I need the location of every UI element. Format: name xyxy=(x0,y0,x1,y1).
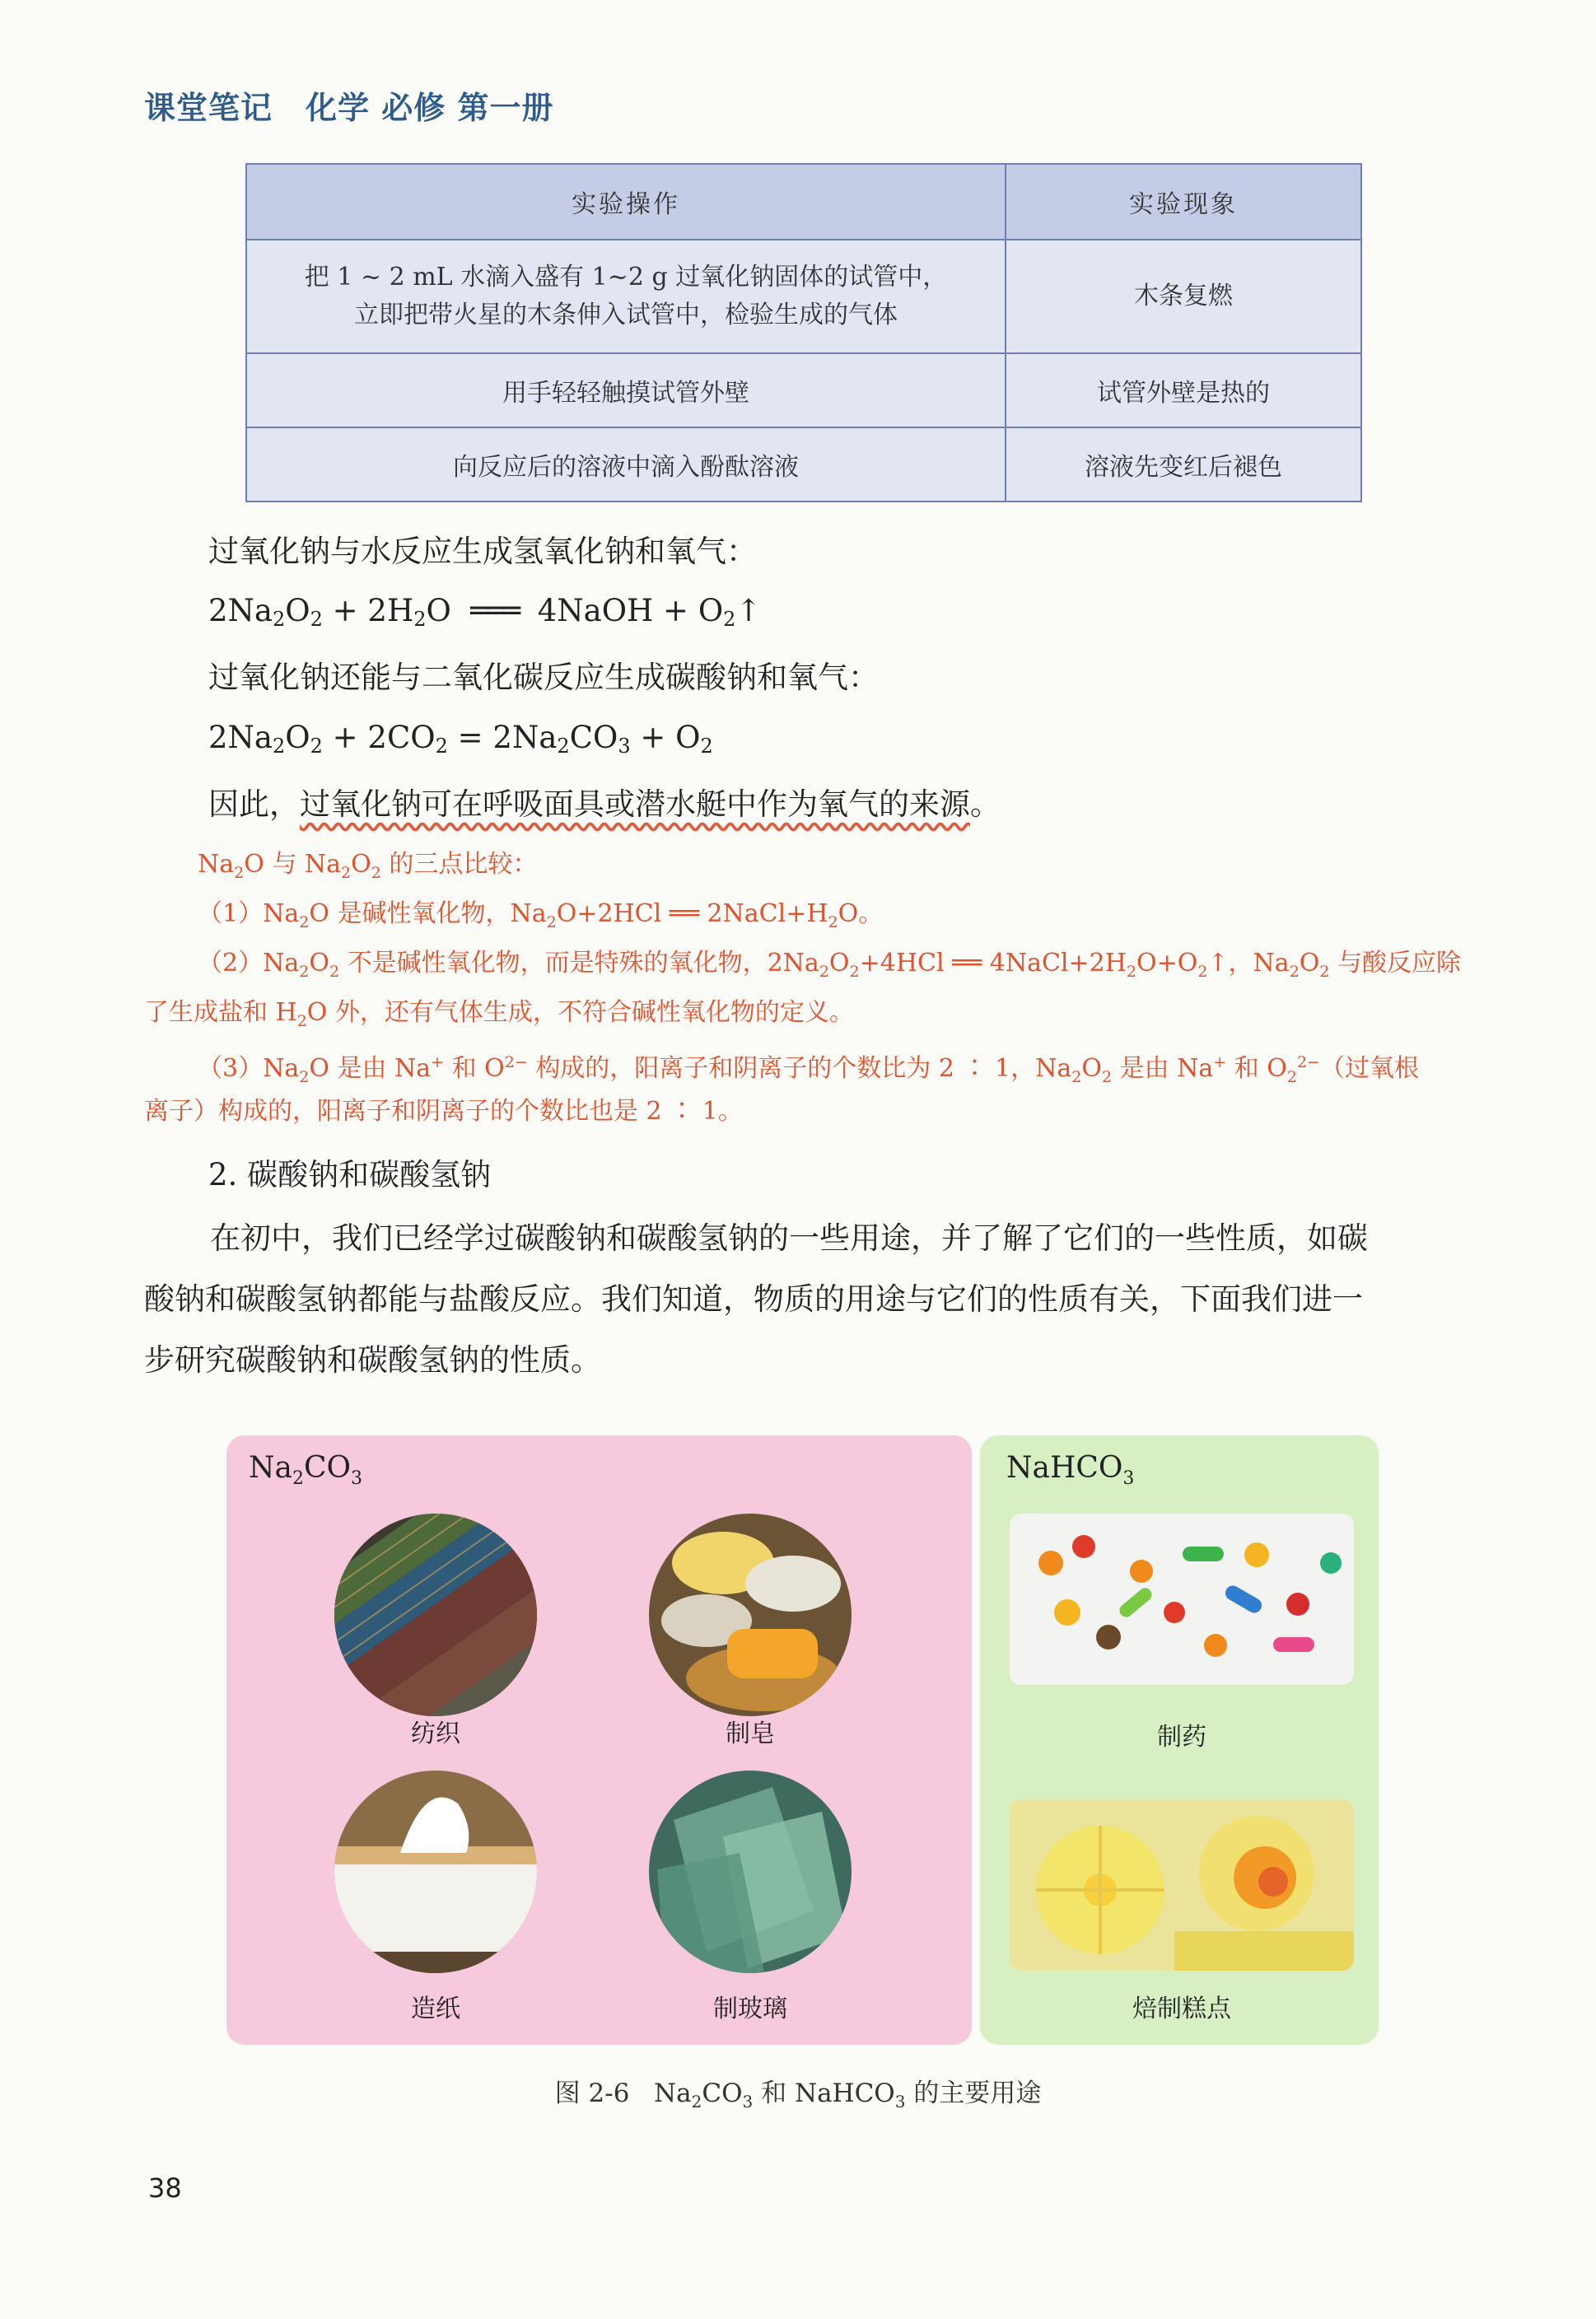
note-item-1: $(1)Na_2O$ 是碱性氧化物，$Na_2O+2HCl$ ══ $2NaCl+H_2O$。 xyxy=(198,899,884,931)
note-item-2-cont: 了生成盐和 $H_2O$ 外，还有气体生成，不符合碱性氧化物的定义。 xyxy=(144,998,854,1030)
equation-na2o2-water: $2Na_2O_2 + 2H_2O$ ═══ 4NaOH + $O_2↑$ xyxy=(208,593,762,631)
paragraph-line: 在初中，我们已经学过碳酸钠和碳酸氢钠的一些用途，并了解了它们的一些性质，如碳 xyxy=(210,1220,1368,1256)
table-header-phenomenon: 实验现象 xyxy=(1006,164,1361,240)
caption-soap: 制皂 xyxy=(726,1719,775,1748)
table-cell-operation: 向反应后的溶液中滴入酚酞溶液 xyxy=(246,427,1006,502)
table-cell-result: 木条复燃 xyxy=(1006,240,1361,353)
caption-baking: 焙制糕点 xyxy=(1132,1995,1231,2023)
caption-textile: 纺织 xyxy=(411,1719,460,1748)
note-item-3-cont: 离子）构成的，阳离子和阴离子的个数比也是 2 ∶ 1。 xyxy=(144,1097,743,1126)
book-title: 课堂笔记 xyxy=(144,90,273,126)
caption-glass: 制玻璃 xyxy=(713,1995,787,2023)
table-row xyxy=(246,353,1361,427)
medicine-image xyxy=(1010,1514,1354,1685)
table-cell-result: 试管外壁是热的 xyxy=(1006,353,1361,427)
running-header xyxy=(144,82,586,128)
table-header-row xyxy=(246,164,1361,240)
caption-paper: 造纸 xyxy=(411,1995,460,2023)
table-row xyxy=(246,427,1361,502)
section-heading: 2. 碳酸钠和碳酸氢钠 xyxy=(208,1157,492,1192)
note-item-2: $(2)Na_2O_2$ 不是碱性氧化物，而是特殊的氧化物，$2Na_2O_2+4HCl$ ══ $4NaCl+2H_2O+O_2↑$，$Na_2O_2$ 与酸反应除 xyxy=(198,949,1462,981)
note-item-3: $(3)Na_2O$ 是由 Na+ 和 $O^{2-}$ 构成的，阳离子和阴离子的个数比为 2 ∶ 1，$Na_2O_2$ 是由 Na+ 和 $O_2^{2-}$（过氧根 xyxy=(198,1053,1419,1086)
textile-image xyxy=(334,1514,537,1716)
equation-na2o2-co2: $2Na_2O_2 + 2CO_2 = 2Na_2CO_3 + O_2$ xyxy=(208,720,713,758)
pastry-image xyxy=(1010,1799,1354,1971)
table-header-operation: 实验操作 xyxy=(246,164,1006,240)
table-row xyxy=(246,240,1361,353)
figure-caption: 图 2-6 $Na_2CO_3$ 和 NaHCO$_3$ 的主要用途 xyxy=(554,2079,1042,2112)
text-line: 过氧化钠与水反应生成氢氧化钠和氧气： xyxy=(208,534,757,569)
page-number: 38 xyxy=(148,2172,182,2204)
table-cell-operation: 用手轻轻触摸试管外壁 xyxy=(246,353,1006,427)
operation-line: 把 1 ~ 2 mL 水滴入盛有 1~2 g 过氧化钠固体的试管中， xyxy=(304,263,948,292)
experiment-table xyxy=(245,163,1362,502)
table-cell-operation xyxy=(246,240,1006,353)
text-line: 过氧化钠还能与二氧化碳反应生成碳酸钠和氧气： xyxy=(208,660,879,695)
book-subject: 化学 必修 第一册 xyxy=(306,90,554,126)
panel-label-nahco3: NaHCO$_3$ xyxy=(1006,1451,1135,1490)
wavy-underlined-text: 过氧化钠可在呼吸面具或潜水艇中作为氧气的来源 xyxy=(300,786,970,822)
note-title: $Na_2O$ 与 $Na_2O_2$ 的三点比较： xyxy=(198,850,538,882)
soap-image xyxy=(649,1514,852,1716)
caption-medicine: 制药 xyxy=(1157,1723,1206,1752)
glass-image xyxy=(649,1771,852,1973)
paragraph xyxy=(144,1208,1462,1391)
table-cell-result: 溶液先变红后褪色 xyxy=(1006,427,1361,502)
paragraph-line: 酸钠和碳酸氢钠都能与盐酸反应。我们知道，物质的用途与它们的性质有关，下面我们进一 xyxy=(144,1281,1363,1317)
paper-image xyxy=(334,1771,537,1973)
operation-line: 立即把带火星的木条伸入试管中，检验生成的气体 xyxy=(354,301,898,329)
panel-label-na2co3: $Na_2CO_3$ xyxy=(249,1451,363,1490)
paragraph-line: 步研究碳酸钠和碳酸氢钠的性质。 xyxy=(144,1342,601,1378)
text-line: 因此，过氧化钠可在呼吸面具或潜水艇中作为氧气的来源。 xyxy=(208,786,1001,822)
